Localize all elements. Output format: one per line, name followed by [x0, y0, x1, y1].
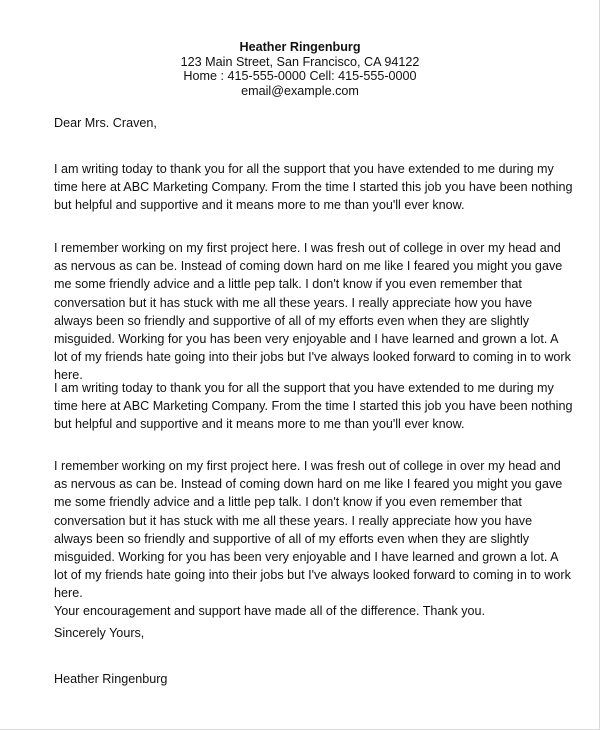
paragraph-text: I am writing today to thank you for all the support that you have extended to me during my time here at ABC Marketing Company. From the time I started this job you have been nothing but helpful and supportive and it means more to me than you'll ever know. [54, 162, 573, 213]
paragraph-text: I am writing today to thank you for all the support that you have extended to me during my time here at ABC Marketing Company. From the time I started this job you have been nothing but helpful and supportive and it means more to me than you'll ever know. [54, 381, 573, 432]
letter-signoff: Sincerely Yours, [54, 626, 145, 640]
letter-signature: Heather Ringenburg [54, 672, 168, 686]
letter-paragraph-3 [54, 379, 574, 434]
paragraph-text: I remember working on my first project here. I was fresh out of college in over my head and as nervous as can be. Instead of coming down hard on me like I feared you might you gave me some friendly advice and a little pep talk. I don't know if you even remember that conversation but it has stuck with me all these years. I really appreciate how you have always been so friendly and supportive of all of my efforts even when they are slightly misguided. Working for you has been very enjoyable and I have learned and grown a lot. A lot of my friends hate going into their jobs but I've always looked forward to coming in to work here. [54, 459, 571, 601]
letter-closing-line: Your encouragement and support have made all of the difference. Thank you. [54, 604, 486, 618]
letter-paragraph-4 [54, 457, 574, 603]
sender-address: 123 Main Street, San Francisco, CA 94122 [180, 54, 420, 69]
sender-header [0, 40, 600, 98]
letter-paragraph-1 [54, 160, 574, 215]
letter-paragraph-2 [54, 239, 574, 385]
sender-email: email@example.com [241, 83, 359, 98]
paragraph-text: I remember working on my first project here. I was fresh out of college in over my head and as nervous as can be. Instead of coming down hard on me like I feared you might you gave me some friendly advice and a little pep talk. I don't know if you even remember that conversation but it has stuck with me all these years. I really appreciate how you have always been so friendly and supportive of all of my efforts even when they are slightly misguided. Working for you has been very enjoyable and I have learned and grown a lot. A lot of my friends hate going into their jobs but I've always looked forward to coming in to work here. [54, 241, 571, 383]
letter-greeting: Dear Mrs. Craven, [54, 116, 157, 130]
sender-phones: Home : 415-555-0000 Cell: 415-555-0000 [183, 69, 417, 83]
sender-name: Heather Ringenburg [239, 40, 361, 54]
